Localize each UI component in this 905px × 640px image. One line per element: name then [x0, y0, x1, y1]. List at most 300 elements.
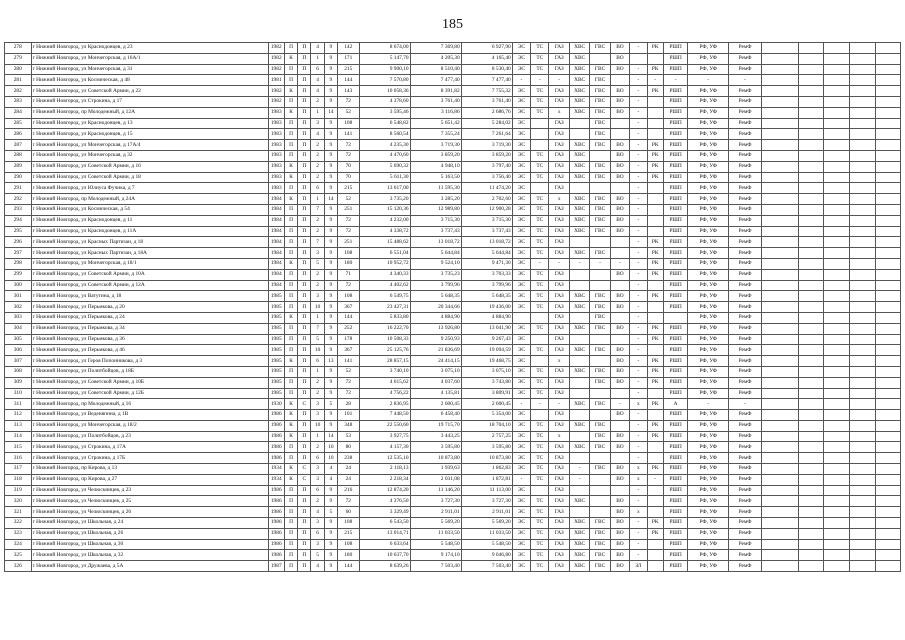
- cell-elevator-repair: [647, 107, 663, 118]
- cell-gas: ГАЗ: [549, 442, 569, 453]
- cell-power: ЭС: [512, 204, 530, 215]
- cell-floors: 9: [324, 496, 337, 507]
- cell-roof: РШП: [663, 485, 688, 496]
- cell-floors: 9: [324, 485, 337, 496]
- cell-floors: 14: [324, 431, 337, 442]
- cell-total-area: 6 543,50: [359, 518, 410, 529]
- cell-repair: РемФ: [729, 183, 762, 194]
- cell-address: г Нижний Новгород, ул Краснодонцев, д 11А: [31, 226, 268, 237]
- cell-elevator-repair: [647, 215, 663, 226]
- cell-year: 1982: [268, 43, 284, 54]
- cell-row-number: 294: [5, 215, 32, 226]
- cell-repair: РемФ: [729, 53, 762, 64]
- cell-hot-water: [590, 507, 610, 518]
- cell-facade: РФ, УФ: [688, 140, 729, 151]
- cell-empty: [876, 140, 901, 151]
- cell-chute: х: [630, 507, 647, 518]
- cell-hot-water: ГВС: [590, 291, 610, 302]
- cell-residential-area: 7 355,24: [410, 129, 461, 140]
- cell-address: г Нижний Новгород, ул Политбойцов, д 23: [31, 431, 268, 442]
- cell-sewer: [610, 485, 629, 496]
- cell-address: г Нижний Новгород, ул Краснодонцев, д 11: [31, 215, 268, 226]
- cell-private-area: 2 686,76: [461, 107, 512, 118]
- cell-roof: РШП: [663, 410, 688, 421]
- cell-year: 1986: [268, 518, 284, 529]
- cell-elevator-repair: [647, 539, 663, 550]
- cell-entrances: 5: [311, 334, 324, 345]
- cell-heating: ТС: [531, 496, 549, 507]
- cell-year: 1984: [268, 226, 284, 237]
- cell-row-number: 280: [5, 64, 32, 75]
- cell-hot-water: ГВС: [590, 161, 610, 172]
- cell-empty: [761, 334, 798, 345]
- cell-floors: 9: [324, 518, 337, 529]
- cell-category: К: [284, 258, 297, 269]
- cell-material: П: [298, 539, 311, 550]
- cell-power: ЭС: [512, 485, 530, 496]
- cell-empty: [798, 43, 824, 54]
- cell-year: 1984: [268, 280, 284, 291]
- table-row: [5, 518, 901, 529]
- cell-empty: [761, 420, 798, 431]
- cell-floors: 14: [324, 194, 337, 205]
- cell-roof: РШП: [663, 258, 688, 269]
- cell-facade: РФ, УФ: [688, 420, 729, 431]
- cell-empty: [876, 356, 901, 367]
- cell-heating: ТС: [531, 420, 549, 431]
- table-row: [5, 431, 901, 442]
- cell-cold-water: [569, 431, 589, 442]
- cell-empty: [761, 485, 798, 496]
- table-row: [5, 172, 901, 183]
- table-row: [5, 485, 901, 496]
- cell-empty: [798, 474, 824, 485]
- cell-empty: [798, 420, 824, 431]
- cell-empty: [824, 96, 850, 107]
- cell-category: П: [284, 388, 297, 399]
- cell-roof: РШП: [663, 96, 688, 107]
- cell-residential-area: 3 859,20: [410, 150, 461, 161]
- cell-apartments: 72: [338, 226, 359, 237]
- cell-roof: РШП: [663, 237, 688, 248]
- cell-residential-area: 4 037,60: [410, 377, 461, 388]
- cell-elevator-repair: РК: [647, 258, 663, 269]
- cell-cold-water: ХВС: [569, 539, 589, 550]
- cell-category: П: [284, 150, 297, 161]
- cell-empty: [824, 550, 850, 561]
- cell-row-number: 317: [5, 464, 32, 475]
- cell-floors: 9: [324, 291, 337, 302]
- cell-residential-area: 13 018,72: [410, 237, 461, 248]
- cell-heating: ТС: [531, 442, 549, 453]
- cell-material: П: [298, 507, 311, 518]
- cell-total-area: 22 550,60: [359, 420, 410, 431]
- cell-empty: [761, 550, 798, 561]
- cell-category: П: [284, 96, 297, 107]
- cell-hot-water: [590, 53, 610, 64]
- cell-elevator-repair: [647, 453, 663, 464]
- cell-chute: -: [630, 118, 647, 129]
- cell-row-number: 316: [5, 453, 32, 464]
- cell-repair: РемФ: [729, 442, 762, 453]
- cell-gas: ГАЗ: [549, 237, 569, 248]
- cell-material: П: [298, 118, 311, 129]
- cell-hot-water: ГВС: [590, 226, 610, 237]
- cell-empty: [824, 215, 850, 226]
- cell-chute: ЗЛ: [630, 561, 647, 572]
- cell-row-number: 299: [5, 269, 32, 280]
- cell-repair: РемФ: [729, 528, 762, 539]
- cell-sewer: ВО: [610, 507, 629, 518]
- cell-entrances: 3: [311, 248, 324, 259]
- cell-empty: [761, 453, 798, 464]
- cell-residential-area: 5 569,20: [410, 518, 461, 529]
- cell-cold-water: [569, 507, 589, 518]
- cell-floors: 9: [324, 226, 337, 237]
- cell-cold-water: [569, 377, 589, 388]
- cell-roof: РШП: [663, 474, 688, 485]
- cell-power: ЭС: [512, 539, 530, 550]
- cell-private-area: 5 548,50: [461, 539, 512, 550]
- cell-total-area: 6 633,64: [359, 539, 410, 550]
- cell-empty: [876, 291, 901, 302]
- cell-facade: РФ, УФ: [688, 561, 729, 572]
- cell-total-area: 3 595,46: [359, 107, 410, 118]
- cell-total-area: 3 735,20: [359, 194, 410, 205]
- cell-row-number: 283: [5, 96, 32, 107]
- cell-apartments: 101: [338, 410, 359, 421]
- cell-material: П: [298, 96, 311, 107]
- cell-empty: [849, 140, 876, 151]
- cell-year: 1985: [268, 302, 284, 313]
- cell-gas: -: [549, 75, 569, 86]
- cell-empty: [849, 334, 876, 345]
- table-row: [5, 561, 901, 572]
- cell-empty: [798, 550, 824, 561]
- cell-empty: [761, 388, 798, 399]
- cell-private-area: 2 600,45: [461, 399, 512, 410]
- cell-row-number: 318: [5, 474, 32, 485]
- cell-elevator-repair: [647, 129, 663, 140]
- cell-empty: [761, 172, 798, 183]
- cell-private-area: 19 468,75: [461, 356, 512, 367]
- cell-material: П: [298, 107, 311, 118]
- cell-residential-area: 5 644,84: [410, 248, 461, 259]
- cell-total-area: 10 508,33: [359, 334, 410, 345]
- cell-empty: [824, 345, 850, 356]
- cell-repair: РемФ: [729, 420, 762, 431]
- cell-hot-water: [590, 496, 610, 507]
- cell-empty: [798, 291, 824, 302]
- cell-category: П: [284, 377, 297, 388]
- cell-chute: -: [630, 539, 647, 550]
- cell-apartments: 108: [338, 118, 359, 129]
- cell-entrances: 7: [311, 323, 324, 334]
- cell-material: П: [298, 248, 311, 259]
- cell-cold-water: [569, 453, 589, 464]
- cell-floors: 9: [324, 96, 337, 107]
- cell-year: 1983: [268, 118, 284, 129]
- cell-category: П: [284, 507, 297, 518]
- cell-residential-area: 4 948,10: [410, 161, 461, 172]
- cell-total-area: 13 617,00: [359, 183, 410, 194]
- table-row: [5, 334, 901, 345]
- cell-address: г Нижний Новгород, ул Челюскинцев, д 26: [31, 507, 268, 518]
- cell-empty: [761, 64, 798, 75]
- cell-entrances: 5: [311, 258, 324, 269]
- cell-power: ЭС: [512, 420, 530, 431]
- cell-address: г Нижний Новгород, ул Юлиуса Фучика, д 7: [31, 183, 268, 194]
- cell-repair: РемФ: [729, 226, 762, 237]
- cell-total-area: 2 218,34: [359, 474, 410, 485]
- cell-empty: [761, 561, 798, 572]
- cell-total-area: 2 836,95: [359, 399, 410, 410]
- cell-empty: [824, 140, 850, 151]
- cell-roof: А: [663, 399, 688, 410]
- cell-empty: [798, 215, 824, 226]
- table-row: [5, 453, 901, 464]
- cell-residential-area: 12 989,80: [410, 204, 461, 215]
- cell-empty: [761, 215, 798, 226]
- cell-floors: 14: [324, 107, 337, 118]
- cell-repair: РемФ: [729, 356, 762, 367]
- cell-row-number: 292: [5, 194, 32, 205]
- cell-sewer: ВО: [610, 474, 629, 485]
- cell-residential-area: 3 727,30: [410, 496, 461, 507]
- cell-power: ЭС: [512, 410, 530, 421]
- cell-hot-water: ГВС: [590, 518, 610, 529]
- cell-empty: [798, 183, 824, 194]
- cell-apartments: 215: [338, 528, 359, 539]
- cell-repair: РемФ: [729, 204, 762, 215]
- cell-total-area: 28 857,15: [359, 356, 410, 367]
- cell-power: ЭС: [512, 388, 530, 399]
- cell-entrances: 4: [311, 507, 324, 518]
- table-row: [5, 129, 901, 140]
- table-row: [5, 204, 901, 215]
- cell-empty: [798, 140, 824, 151]
- cell-roof: РШП: [663, 150, 688, 161]
- cell-empty: [876, 280, 901, 291]
- cell-floors: 5: [324, 507, 337, 518]
- cell-year: 1982: [268, 96, 284, 107]
- cell-elevator-repair: [647, 507, 663, 518]
- table-row: [5, 528, 901, 539]
- cell-empty: [876, 237, 901, 248]
- cell-private-area: 3 075,10: [461, 366, 512, 377]
- cell-address: г Нижний Новгород, ул Советской Армии, д 12Б: [31, 388, 268, 399]
- cell-cold-water: ХВС: [569, 345, 589, 356]
- cell-empty: [798, 464, 824, 475]
- cell-empty: [798, 53, 824, 64]
- cell-total-area: 4 756,22: [359, 388, 410, 399]
- cell-chute: -: [630, 150, 647, 161]
- cell-heating: ТС: [531, 237, 549, 248]
- cell-heating: ТС: [531, 345, 549, 356]
- cell-empty: [798, 280, 824, 291]
- cell-category: П: [284, 226, 297, 237]
- cell-chute: -: [630, 269, 647, 280]
- cell-roof: РШП: [663, 420, 688, 431]
- cell-floors: 9: [324, 237, 337, 248]
- cell-roof: РШП: [663, 561, 688, 572]
- cell-private-area: 3 799,96: [461, 280, 512, 291]
- cell-cold-water: ХВС: [569, 140, 589, 151]
- cell-hot-water: [590, 485, 610, 496]
- cell-chute: -: [630, 334, 647, 345]
- cell-total-area: 4 157,30: [359, 442, 410, 453]
- cell-address: г Нижний Новгород, ул Политбойцов, д 18Б: [31, 366, 268, 377]
- cell-category: П: [284, 183, 297, 194]
- cell-heating: ТС: [531, 291, 549, 302]
- cell-repair: РемФ: [729, 464, 762, 475]
- cell-sewer: ВО: [610, 550, 629, 561]
- cell-entrances: 3: [311, 118, 324, 129]
- cell-empty: [798, 345, 824, 356]
- cell-chute: -: [630, 323, 647, 334]
- cell-empty: [824, 485, 850, 496]
- cell-material: П: [298, 334, 311, 345]
- cell-entrances: 6: [311, 453, 324, 464]
- cell-row-number: 326: [5, 561, 32, 572]
- cell-category: П: [284, 323, 297, 334]
- cell-private-area: 3 719,30: [461, 140, 512, 151]
- cell-empty: [824, 561, 850, 572]
- cell-residential-area: 8 391,82: [410, 86, 461, 97]
- table-row: [5, 86, 901, 97]
- cell-private-area: 9 471,30: [461, 258, 512, 269]
- cell-chute: -: [630, 518, 647, 529]
- cell-category: К: [284, 194, 297, 205]
- cell-empty: [824, 377, 850, 388]
- cell-cold-water: ХВС: [569, 302, 589, 313]
- cell-cold-water: [569, 280, 589, 291]
- cell-sewer: ВО: [610, 356, 629, 367]
- cell-empty: [876, 204, 901, 215]
- cell-heating: ТС: [531, 323, 549, 334]
- cell-sewer: ВО: [610, 140, 629, 151]
- cell-address: г Нижний Новгород, ул Строкина, д 17А: [31, 442, 268, 453]
- cell-empty: [849, 53, 876, 64]
- cell-sewer: ВО: [610, 226, 629, 237]
- cell-address: г Нижний Новгород, ул Краснодонцев, д 23: [31, 43, 268, 54]
- cell-material: П: [298, 183, 311, 194]
- cell-year: 1984: [268, 269, 284, 280]
- cell-entrances: 4: [311, 43, 324, 54]
- cell-private-area: 11 474,20: [461, 183, 512, 194]
- cell-roof: РШП: [663, 172, 688, 183]
- cell-empty: [798, 172, 824, 183]
- cell-category: П: [284, 237, 297, 248]
- cell-residential-area: 2 911,01: [410, 507, 461, 518]
- cell-year: 1986: [268, 410, 284, 421]
- cell-power: ЭС: [512, 334, 530, 345]
- cell-empty: [798, 356, 824, 367]
- table-row: [5, 118, 901, 129]
- cell-facade: РФ, УФ: [688, 528, 729, 539]
- cell-empty: [798, 366, 824, 377]
- cell-power: ЭС: [512, 356, 530, 367]
- table-row: [5, 269, 901, 280]
- cell-sewer: [610, 388, 629, 399]
- cell-facade: РФ, УФ: [688, 356, 729, 367]
- cell-empty: [849, 280, 876, 291]
- cell-gas: ГАЗ: [549, 410, 569, 421]
- cell-hot-water: ГВС: [590, 43, 610, 54]
- cell-facade: РФ, УФ: [688, 258, 729, 269]
- cell-cold-water: [569, 118, 589, 129]
- cell-gas: ГАЗ: [549, 312, 569, 323]
- cell-address: г Нижний Новгород, ул Советской Армии, д 12А: [31, 280, 268, 291]
- cell-chute: -: [630, 420, 647, 431]
- cell-year: 1985: [268, 323, 284, 334]
- cell-empty: [824, 410, 850, 421]
- cell-empty: [876, 323, 901, 334]
- cell-hot-water: ГВС: [590, 464, 610, 475]
- cell-category: П: [284, 129, 297, 140]
- cell-gas: ГАЗ: [549, 129, 569, 140]
- cell-repair: РемФ: [729, 323, 762, 334]
- cell-facade: РФ, УФ: [688, 118, 729, 129]
- cell-facade: РФ, УФ: [688, 43, 729, 54]
- cell-private-area: 13 018,72: [461, 237, 512, 248]
- cell-hot-water: ГВС: [590, 118, 610, 129]
- cell-empty: [824, 161, 850, 172]
- cell-private-area: 3 809,91: [461, 388, 512, 399]
- cell-total-area: 4 340,33: [359, 269, 410, 280]
- cell-power: ЭС: [512, 172, 530, 183]
- cell-cold-water: ХВС: [569, 215, 589, 226]
- cell-residential-area: 8 510,40: [410, 64, 461, 75]
- cell-hot-water: [590, 183, 610, 194]
- cell-cold-water: [569, 237, 589, 248]
- cell-empty: [824, 280, 850, 291]
- cell-facade: РФ, УФ: [688, 64, 729, 75]
- cell-apartments: 72: [338, 215, 359, 226]
- cell-repair: РемФ: [729, 410, 762, 421]
- cell-facade: РФ, УФ: [688, 431, 729, 442]
- cell-empty: [876, 420, 901, 431]
- cell-residential-area: 11 595,30: [410, 183, 461, 194]
- cell-private-area: 1 872,81: [461, 474, 512, 485]
- cell-hot-water: ГВС: [590, 64, 610, 75]
- cell-empty: [798, 118, 824, 129]
- cell-cold-water: ХВС: [569, 518, 589, 529]
- cell-empty: [824, 258, 850, 269]
- cell-row-number: 305: [5, 334, 32, 345]
- cell-gas: -: [549, 258, 569, 269]
- cell-year: 1981: [268, 75, 284, 86]
- cell-address: г Нижний Новгород, ул Советской Армии, д 22: [31, 86, 268, 97]
- table-row: [5, 280, 901, 291]
- cell-empty: [798, 237, 824, 248]
- cell-residential-area: 2 600,45: [410, 399, 461, 410]
- cell-total-area: 3 740,10: [359, 366, 410, 377]
- cell-total-area: 9 900,10: [359, 64, 410, 75]
- cell-roof: РШП: [663, 291, 688, 302]
- cell-repair: РемФ: [729, 518, 762, 529]
- cell-repair: РемФ: [729, 248, 762, 259]
- cell-cold-water: ХВС: [569, 161, 589, 172]
- cell-address: г Нижний Новгород, ул Мончегорская, д 17А/4: [31, 140, 268, 151]
- cell-empty: [824, 194, 850, 205]
- cell-hot-water: ГВС: [590, 204, 610, 215]
- cell-facade: РФ, УФ: [688, 248, 729, 259]
- cell-facade: РФ, УФ: [688, 366, 729, 377]
- cell-address: г Нижний Новгород, ул Строкина, д 17Б: [31, 453, 268, 464]
- cell-residential-area: 4 205,30: [410, 53, 461, 64]
- cell-row-number: 310: [5, 388, 32, 399]
